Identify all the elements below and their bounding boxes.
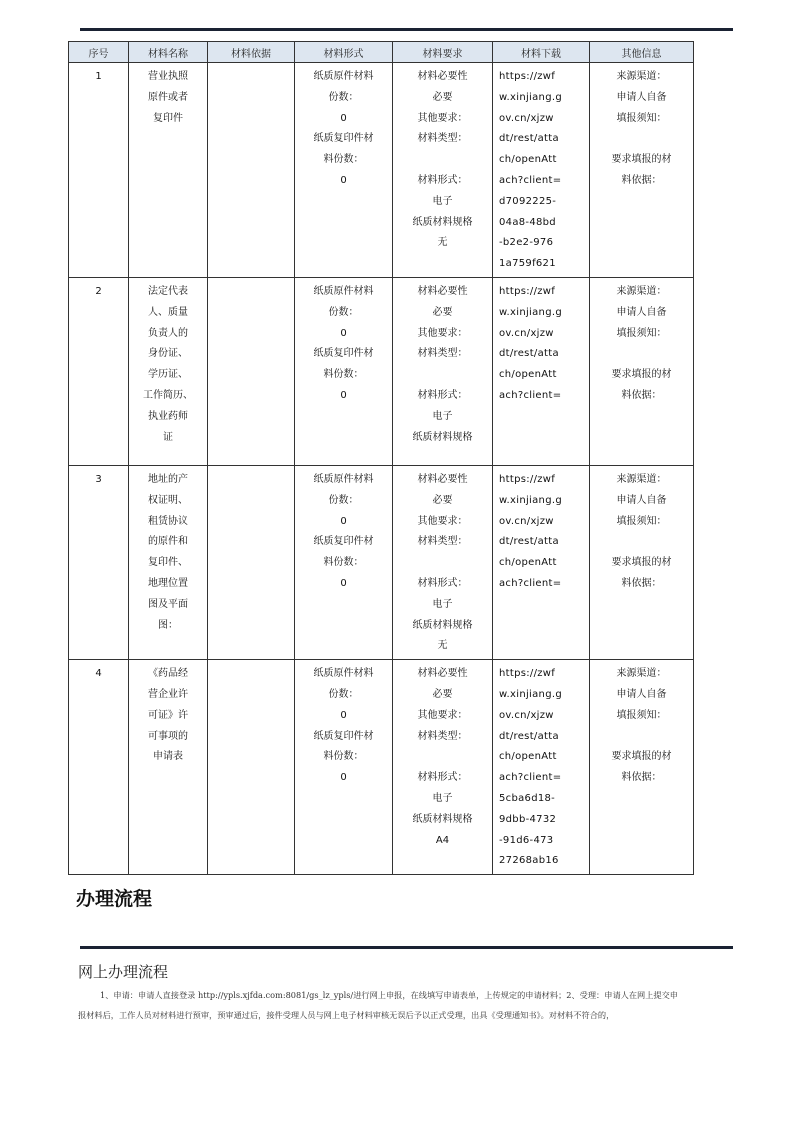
cell-material-download-line: ch/openAtt	[499, 369, 557, 381]
cell-other-info-line: 来源渠道：	[616, 285, 667, 297]
cell-material-form-line: 0	[340, 515, 347, 527]
cell-material-download-line: ov.cn/xjzw	[499, 709, 554, 721]
cell-material-requirement-line: 材料形式：	[417, 577, 468, 589]
cell-material-name	[129, 465, 208, 659]
cell-other-info-line: 来源渠道：	[616, 473, 667, 485]
cell-material-requirement-line: 纸质材料规格	[412, 431, 473, 443]
cell-other-info-line: 来源渠道：	[616, 668, 667, 680]
cell-material-download-line: ch/openAtt	[499, 154, 557, 166]
cell-material-download-line: 27268ab16	[499, 855, 559, 867]
cell-other-info-line: 料依据：	[621, 389, 662, 401]
cell-material-requirement-line: 必要	[432, 494, 453, 506]
cell-other-info-line: 要求填报的材	[611, 557, 672, 569]
section-title: 办理流程	[76, 888, 153, 910]
header-other: 其他信息	[590, 42, 694, 63]
cell-other-info-line: 要求填报的材	[611, 154, 672, 166]
cell-material-download-line: dt/rest/atta	[499, 348, 559, 360]
cell-material-form-line: 份数：	[328, 494, 359, 506]
cell-material-requirement-line: 其他要求：	[417, 515, 468, 527]
cell-material-form-line: 纸质原件材料	[313, 668, 374, 680]
cell-material-form-line: 纸质原件材料	[313, 285, 374, 297]
cell-material-name-line: 法定代表	[148, 285, 188, 297]
cell-material-form-line: 纸质复印件材	[313, 133, 374, 145]
cell-material-requirement-line: 必要	[432, 91, 453, 103]
cell-material-basis	[208, 277, 295, 465]
cell-material-download-line: dt/rest/atta	[499, 133, 559, 145]
cell-material-form-line: 0	[340, 772, 347, 784]
cell-material-download-line: 5cba6d18-	[499, 792, 556, 804]
cell-no: 3	[69, 465, 129, 659]
cell-no: 1	[69, 63, 129, 278]
header-requirement: 材料要求	[393, 42, 493, 63]
cell-material-name-line: 原件或者	[148, 91, 188, 103]
cell-material-requirement-line: 纸质材料规格	[412, 813, 473, 825]
cell-material-download-line: ach?client=	[499, 174, 562, 186]
cell-other-info-line: 来源渠道：	[616, 71, 667, 82]
cell-material-download-line: ach?client=	[499, 577, 562, 589]
cell-material-requirement-line: 电子	[432, 792, 453, 804]
cell-material-download	[493, 465, 590, 659]
cell-other-info	[590, 277, 694, 465]
table-row	[69, 277, 694, 465]
cell-material-name-line: 人、质量	[148, 306, 188, 318]
cell-material-requirement-line: 电子	[432, 195, 453, 207]
cell-material-requirement-line	[399, 150, 486, 171]
cell-material-download-line: d7092225-	[499, 195, 557, 207]
table-row	[69, 465, 694, 659]
cell-material-download-line: dt/rest/atta	[499, 536, 559, 548]
cell-material-download-line: ch/openAtt	[499, 751, 557, 763]
cell-material-download-line: -b2e2-976	[499, 237, 554, 249]
cell-other-info	[590, 63, 694, 278]
cell-material-name-line: 申请表	[153, 751, 183, 763]
cell-material-download-line: 9dbb-4732	[499, 813, 557, 825]
cell-material-form-line: 料份数：	[323, 369, 364, 381]
cell-material-form-line: 纸质复印件材	[313, 348, 374, 360]
cell-material-name-line: 《药品经	[148, 668, 188, 680]
cell-material-name-line: 证	[163, 431, 173, 443]
cell-material-download-line: w.xinjiang.g	[499, 494, 562, 506]
cell-other-info-line: 填报须知：	[616, 709, 667, 721]
cell-material-form-line: 料份数：	[323, 557, 364, 569]
cell-material-download-line: w.xinjiang.g	[499, 91, 562, 103]
cell-other-info-line: 填报须知：	[616, 327, 667, 339]
cell-material-form-line: 0	[340, 327, 347, 339]
cell-no: 4	[69, 660, 129, 875]
cell-other-info-line: 申请人自备	[616, 688, 667, 700]
cell-material-requirement-line: 材料类型：	[417, 348, 468, 360]
header-download: 材料下载	[493, 42, 590, 63]
cell-material-basis	[208, 660, 295, 875]
cell-material-name-line: 的原件和	[148, 536, 188, 548]
cell-material-form-line: 0	[340, 389, 347, 401]
cell-material-form	[295, 277, 393, 465]
cell-other-info	[590, 660, 694, 875]
materials-table	[68, 41, 694, 875]
cell-other-info-line: 申请人自备	[616, 91, 667, 103]
cell-material-requirement-line: 材料类型：	[417, 536, 468, 548]
cell-material-form-line: 0	[340, 709, 347, 721]
cell-material-requirement-line: 材料必要性	[417, 473, 468, 485]
cell-material-name	[129, 277, 208, 465]
cell-material-requirement-line: 材料类型：	[417, 730, 468, 742]
cell-material-requirement-line: 电子	[432, 598, 453, 610]
cell-material-requirement-line: 无	[437, 640, 448, 652]
cell-material-requirement-line: 其他要求：	[417, 709, 468, 721]
cell-other-info-line: 填报须知：	[616, 515, 667, 527]
cell-material-name-line: 地址的产	[148, 473, 188, 485]
cell-material-name-line: 租赁协议	[148, 515, 188, 527]
cell-material-requirement-line: 必要	[432, 688, 453, 700]
cell-material-requirement	[393, 277, 493, 465]
cell-other-info-line: 申请人自备	[616, 306, 667, 318]
cell-material-name-line: 执业药师	[148, 410, 188, 422]
cell-material-name-line: 身份证、	[148, 348, 188, 360]
table-row	[69, 63, 694, 278]
cell-material-name-line: 工作简历、	[143, 389, 193, 401]
cell-material-name-line: 图：	[158, 619, 178, 631]
cell-material-requirement-line: 电子	[432, 410, 453, 422]
cell-no: 2	[69, 277, 129, 465]
cell-material-form	[295, 660, 393, 875]
cell-material-requirement-line: 其他要求：	[417, 327, 468, 339]
cell-material-name-line: 可事项的	[148, 730, 188, 742]
cell-material-requirement-line	[399, 365, 486, 386]
cell-material-requirement-line: 其他要求：	[417, 112, 468, 124]
cell-material-download-line: ach?client=	[499, 389, 562, 401]
cell-material-name-line: 复印件、	[148, 557, 188, 569]
cell-material-form-line: 份数：	[328, 688, 359, 700]
cell-other-info-line: 填报须知：	[616, 112, 667, 124]
cell-material-form-line: 0	[340, 112, 347, 124]
cell-material-name-line: 营业执照	[148, 71, 188, 82]
cell-material-form-line: 0	[340, 577, 347, 589]
cell-material-name-line: 图及平面	[148, 598, 188, 610]
cell-material-download-line: 1a759f621	[499, 258, 556, 270]
table-header-row	[69, 42, 694, 63]
cell-material-download	[493, 277, 590, 465]
cell-material-requirement-line: 材料必要性	[417, 668, 468, 680]
cell-material-download-line: https://zwf	[499, 668, 556, 680]
cell-material-requirement-line: 无	[437, 237, 448, 249]
cell-material-form	[295, 63, 393, 278]
cell-material-download-line: 04a8-48bd	[499, 216, 556, 228]
cell-material-name-line: 可证》许	[148, 709, 188, 721]
cell-other-info-line	[596, 129, 687, 150]
section-divider	[80, 946, 733, 949]
cell-material-requirement-line: 材料类型：	[417, 133, 468, 145]
cell-material-basis	[208, 63, 295, 278]
cell-material-download-line: dt/rest/atta	[499, 730, 559, 742]
cell-material-download-line: w.xinjiang.g	[499, 306, 562, 318]
cell-material-form-line: 纸质原件材料	[313, 473, 374, 485]
cell-material-requirement	[393, 63, 493, 278]
cell-material-name-line: 权证明、	[148, 494, 188, 506]
cell-material-form-line: 纸质原件材料	[313, 71, 374, 82]
cell-material-requirement-line: 材料形式：	[417, 389, 468, 401]
cell-other-info-line: 料依据：	[621, 772, 662, 784]
cell-other-info-line	[596, 727, 687, 748]
cell-material-name-line: 营企业许	[148, 688, 188, 700]
cell-material-requirement-line: 纸质材料规格	[412, 216, 473, 228]
cell-material-name-line: 负责人的	[148, 327, 188, 339]
cell-material-name	[129, 660, 208, 875]
cell-material-name-line: 学历证、	[148, 369, 188, 381]
top-divider	[80, 28, 733, 31]
cell-material-form-line: 纸质复印件材	[313, 536, 374, 548]
header-form: 材料形式	[295, 42, 393, 63]
cell-other-info-line	[596, 532, 687, 553]
cell-material-form-line: 料份数：	[323, 751, 364, 763]
cell-material-name	[129, 63, 208, 278]
cell-other-info	[590, 465, 694, 659]
cell-material-download-line: w.xinjiang.g	[499, 688, 562, 700]
cell-material-requirement	[393, 465, 493, 659]
cell-material-basis	[208, 465, 295, 659]
cell-material-requirement-line: 材料必要性	[417, 71, 468, 82]
cell-material-form-line: 料份数：	[323, 154, 364, 166]
cell-material-download	[493, 660, 590, 875]
cell-material-form-line: 0	[340, 174, 347, 186]
cell-material-requirement-line: 纸质材料规格	[412, 619, 473, 631]
cell-material-download-line: ov.cn/xjzw	[499, 515, 554, 527]
header-no: 序号	[69, 42, 129, 63]
cell-material-download	[493, 63, 590, 278]
cell-other-info-line: 要求填报的材	[611, 751, 672, 763]
cell-other-info-line	[596, 344, 687, 365]
cell-material-download-line: ach?client=	[499, 772, 562, 784]
cell-other-info-line: 料依据：	[621, 577, 662, 589]
cell-material-requirement-line: 材料必要性	[417, 285, 468, 297]
cell-other-info-line: 料依据：	[621, 174, 662, 186]
cell-material-form-line: 纸质复印件材	[313, 730, 374, 742]
cell-material-download-line: https://zwf	[499, 285, 556, 297]
cell-other-info-line: 申请人自备	[616, 494, 667, 506]
cell-material-form	[295, 465, 393, 659]
cell-material-download-line: https://zwf	[499, 473, 556, 485]
header-basis: 材料依据	[208, 42, 295, 63]
cell-material-requirement-line	[399, 747, 486, 768]
cell-material-download-line: ch/openAtt	[499, 557, 557, 569]
cell-material-download-line: ov.cn/xjzw	[499, 112, 554, 124]
cell-material-form-line: 份数：	[328, 91, 359, 103]
process-description: 1、申请：申请人直接登录 http://ypls.xjfda.com:8081/gs_lz_ypls/进行网上申报，在线填写申请表单，上传规定的申请材料；2、受理：申请人在网上提交申报材料后，工作人员对材料进行预审，预审通过后，接件受理人员与网上电子材料审核无误后予以正式受理，出具《受理通知书》。对材料不符合的，	[78, 990, 678, 1020]
cell-material-name-line: 复印件	[153, 112, 183, 124]
cell-material-download-line: -91d6-473	[499, 834, 554, 846]
table-body	[69, 63, 694, 875]
cell-material-requirement-line	[399, 553, 486, 574]
cell-material-form-line: 份数：	[328, 306, 359, 318]
sub-title: 网上办理流程	[78, 963, 169, 981]
cell-material-download-line: ov.cn/xjzw	[499, 327, 554, 339]
header-name: 材料名称	[129, 42, 208, 63]
cell-material-requirement-line: A4	[435, 834, 450, 846]
cell-material-download-line: https://zwf	[499, 71, 556, 82]
cell-other-info-line: 要求填报的材	[611, 369, 672, 381]
cell-material-requirement-line: 材料形式：	[417, 174, 468, 186]
cell-material-requirement	[393, 660, 493, 875]
cell-material-requirement-line: 材料形式：	[417, 772, 468, 784]
cell-material-requirement-line: 必要	[432, 306, 453, 318]
cell-material-name-line: 地理位置	[148, 577, 188, 589]
table-row	[69, 660, 694, 875]
